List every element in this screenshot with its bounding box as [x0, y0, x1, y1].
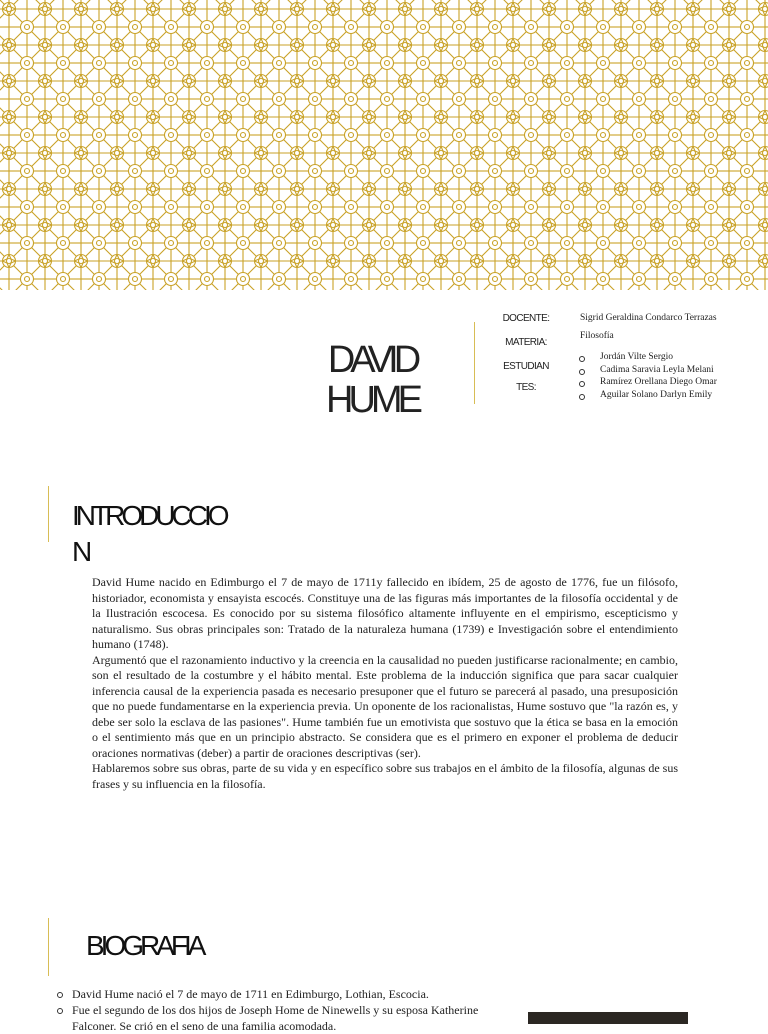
cover-divider [474, 322, 475, 404]
bio-item: David Hume nació el 7 de mayo de 1711 en Edimburgo, Lothian, Escocia. [55, 986, 495, 1002]
cover-title: DAVID HUME [326, 339, 418, 421]
students-list [578, 351, 750, 401]
bio-heading: BIOGRAFIA [86, 930, 203, 961]
decorative-pattern-banner [0, 0, 768, 290]
intro-paragraph: Argumentó que el razonamiento inductivo y la creencia en la causalidad no pueden justificarse racionalmente; en cambio, son el resultado de la costumbre y el hábito mental. Este problema de la inducción significa que para sacar cualquier inferencia causal de la experiencia pasada es necesario presuponer que el futuro se parecerá al pasado, una presuposición que no puede fundamentarse en la experiencia previa. Un oponente de los racionalistas, Hume sostuvo que "la razón es, y debe ser solo la esclava de las pasiones". Hume también fue un emotivista que sostuvo que la ética se basa en la emoción o el sentimiento más que en un principio abstracto. Se considera que es el primero en exponer el problema de deducir oraciones normativas (deber) a partir de oraciones descriptivas (ser). [92, 652, 678, 760]
intro-paragraph: Hablaremos sobre sus obras, parte de su vida y en específico sobre sus trabajos en el ámbito de la filosofía, algunas de sus frases y su influencia en la filosofía. [92, 761, 678, 791]
bio-list [55, 986, 495, 1034]
student-item: Aguilar Solano Darlyn Emily [578, 389, 750, 402]
intro-paragraph: David Hume nacido en Edimburgo el 7 de mayo de 1711y fallecido en ibídem, 25 de agosto de 1776, fue un filósofo, historiador, economista y ensayista escocés. Constituye una de las figuras más importantes de la filosofía occidental y de la Ilustración escocesa. Es conocido por su sistema filosófico altamente influyente en el empirismo, escepticismo y naturalismo. Sus obras principales son: Tratado de la naturaleza humana (1739) e Investigación sobre el entendimiento humano (1748). [92, 575, 678, 651]
bio-item: Fue el segundo de los dos hijos de Joseph Home de Ninewells y su esposa Katherine Falconer. Se crió en el seno de una familia acomodada. [55, 1002, 495, 1034]
materia-name: Filosofía [580, 331, 614, 341]
student-item: Jordán Vilte Sergio [578, 351, 750, 364]
portrait-image [528, 1012, 688, 1024]
label-estudiantes: ESTUDIANTES: [503, 361, 549, 393]
bio-accent-line [48, 918, 49, 976]
label-materia: MATERIA: [505, 337, 547, 348]
student-item: Cadima Saravia Leyla Melani [578, 364, 750, 377]
intro-accent-line [48, 486, 49, 542]
student-item: Ramírez Orellana Diego Omar [578, 376, 750, 389]
intro-body [92, 575, 678, 792]
label-docente: DOCENTE: [502, 313, 550, 324]
docente-name: Sigrid Geraldina Condarco Terrazas [580, 313, 717, 323]
intro-heading: INTRODUCCION [72, 500, 226, 567]
